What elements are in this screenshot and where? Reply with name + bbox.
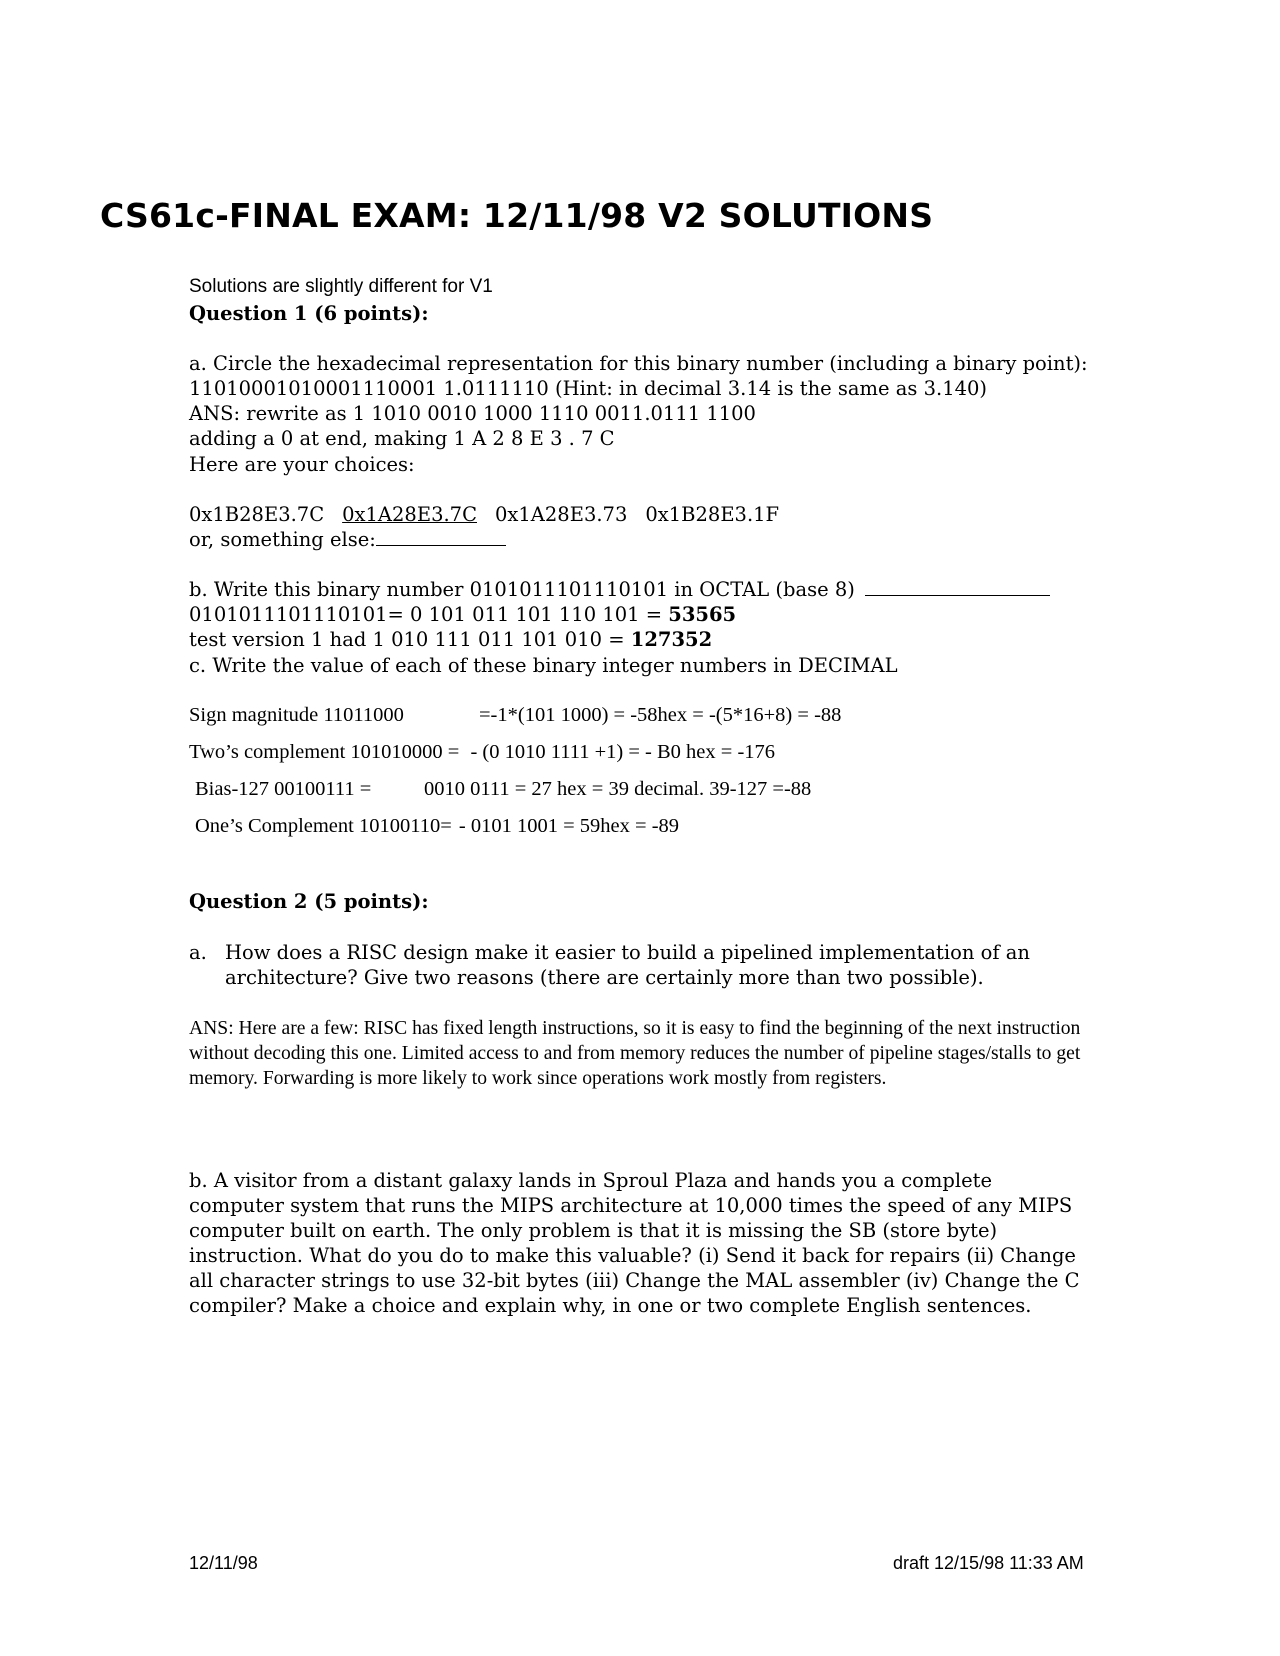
q1b-test-text: test version 1 had 1 010 111 011 101 010 = [189, 628, 631, 651]
q1b-prompt: b. Write this binary number 0101011101110101 in OCTAL (base 8) [189, 578, 855, 601]
choice-option-correct[interactable]: 0x1A28E3.7C [342, 503, 477, 526]
choice-option[interactable]: 0x1B28E3.1F [645, 503, 780, 526]
q1c-row-label: One’s Complement 10100110= [195, 815, 452, 837]
q1a-prompt: a. Circle the hexadecimal representation for this binary number (including a binary point): [189, 352, 1088, 375]
q1c-row [195, 815, 679, 838]
something-else-label: or, something else: [189, 528, 376, 551]
question-2-heading: Question 2 (5 points): [189, 890, 429, 913]
q1c-row-value: - 0101 1001 = 59hex = -89 [458, 815, 680, 837]
q1b-test-answer: 127352 [630, 628, 713, 651]
choice-option[interactable]: 0x1B28E3.7C [189, 503, 325, 526]
q1c-row [189, 704, 404, 727]
q1b-work-text: 0101011101110101= 0 101 011 101 110 101 = [189, 603, 669, 626]
version-note: Solutions are slightly different for V1 [189, 276, 493, 297]
q2a-answer: ANS: Here are a few: RISC has fixed length instructions, so it is easy to find the beginning of the next instruction without decoding this one. Limited access to and from memory reduces the number of pipeline stages/stalls to get memory. Forwarding is more likely to work since operations work mostly from registers. [189, 1018, 1081, 1089]
q1c-row-label: Bias-127 00100111 = [195, 778, 372, 800]
q1a-answer-line-1: ANS: rewrite as 1 1010 0010 1000 1110 0011.0111 1100 [189, 402, 756, 425]
q1c-row-label: Sign magnitude 11011000 [189, 704, 404, 726]
q2a-label: a. [189, 941, 207, 964]
q1c-row-value: =-1*(101 1000) = -58hex = -(5*16+8) = -88 [479, 704, 842, 726]
q1a-something-else [189, 528, 506, 551]
answer-blank[interactable] [376, 544, 506, 546]
q1b-answer: 53565 [668, 603, 737, 626]
footer-date: 12/11/98 [189, 1553, 258, 1573]
footer-draft-stamp: draft 12/15/98 11:33 AM [893, 1553, 1084, 1573]
page-title: CS61c-FINAL EXAM: 12/11/98 V2 SOLUTIONS [100, 196, 934, 235]
q1a-choices-intro: Here are your choices: [189, 453, 415, 476]
q1c-row [195, 778, 371, 801]
q1c-row-value: 0010 0111 = 27 hex = 39 decimal. 39-127 =-88 [424, 778, 812, 800]
q1b-test-version [189, 628, 712, 651]
q2a-prompt: How does a RISC design make it easier to build a pipelined implementation of an architecture? Give two reasons (there are certainly more than two possible). [225, 941, 1030, 989]
answer-blank[interactable] [865, 594, 1050, 596]
q1a-binary-number: 11010001010001110001 1.0111110 (Hint: in decimal 3.14 is the same as 3.140) [189, 377, 988, 400]
q1c-row [189, 741, 775, 764]
q1b-work [189, 603, 736, 626]
q1a-choices [189, 503, 779, 526]
q1c-row-label: Two’s complement 101010000 = [189, 741, 460, 763]
q1b-prompt-line [189, 578, 1050, 601]
q1c-row-value: - (0 1010 1111 +1) = - B0 hex = -176 [470, 741, 776, 763]
choice-option[interactable]: 0x1A28E3.73 [495, 503, 628, 526]
q1a-answer-line-2: adding a 0 at end, making 1 A 2 8 E 3 . 7 C [189, 427, 615, 450]
question-1-heading: Question 1 (6 points): [189, 302, 429, 325]
q1c-prompt: c. Write the value of each of these binary integer numbers in DECIMAL [189, 654, 898, 677]
q2b-prompt: b. A visitor from a distant galaxy lands in Sproul Plaza and hands you a complete computer system that runs the MIPS architecture at 10,000 times the speed of any MIPS computer built on earth. The only problem is that it is missing the SB (store byte) instruction. What do you do to make this valuable? (i) Send it back for repairs (ii) Change all character strings to use 32-bit bytes (iii) Change the MAL assembler (iv) Change the C compiler? Make a choice and explain why, in one or two complete English sentences. [189, 1169, 1080, 1317]
